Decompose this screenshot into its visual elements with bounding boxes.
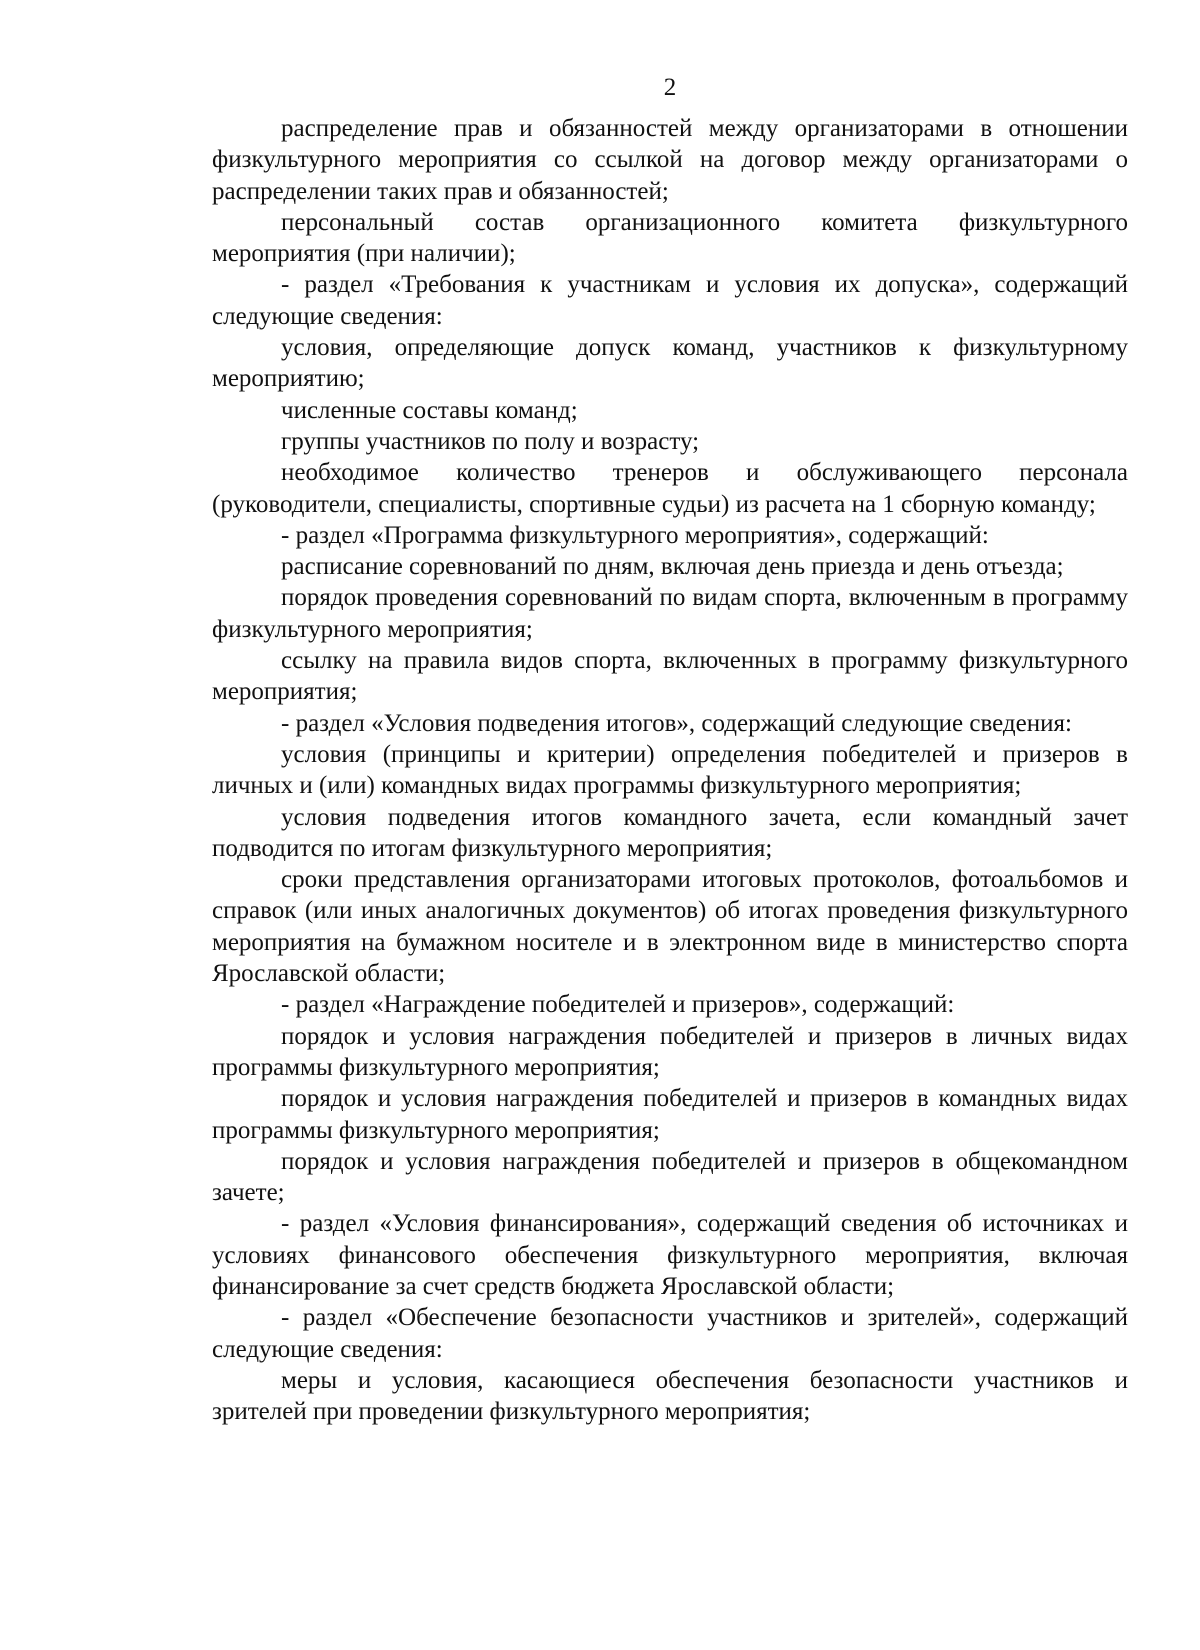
paragraph-coaches-staff: необходимое количество тренеров и обслуживающего персонала (руководители, специалисты, спортивные судьи) из расчета на 1 сборную команду; — [212, 459, 1128, 518]
paragraph-organizers-rights: распределение прав и обязанностей между организаторами в отношении физкультурного мероприятия со ссылкой на договор между организаторами о распределении таких прав и обязанностей; — [212, 115, 1128, 205]
paragraph-reporting-deadlines: сроки представления организаторами итоговых протоколов, фотоальбомов и справок (или иных аналогичных документов) об итогах проведения физкультурного мероприятия на бумажном носителе и в электронном виде в министерство спорта Ярославской области; — [212, 866, 1128, 988]
paragraph-rules-reference: ссылку на правила видов спорта, включенных в программу физкультурного мероприятия; — [212, 647, 1128, 706]
paragraph-participant-groups: группы участников по полу и возрасту; — [281, 427, 700, 455]
paragraph-section-program: - раздел «Программа физкультурного мероприятия», содержащий: — [281, 521, 989, 549]
page-number: 2 — [663, 74, 677, 101]
paragraph-section-safety: - раздел «Обеспечение безопасности участников и зрителей», содержащий следующие сведения: — [212, 1304, 1128, 1363]
document-body — [212, 113, 1128, 1427]
paragraph-section-results: - раздел «Условия подведения итогов», содержащий следующие сведения: — [281, 709, 1072, 737]
paragraph-safety-measures: меры и условия, касающиеся обеспечения безопасности участников и зрителей при проведении физкультурного мероприятия; — [212, 1366, 1128, 1426]
paragraph-section-participant-requirements: - раздел «Требования к участникам и условия их допуска», содержащий следующие сведения: — [212, 271, 1128, 330]
paragraph-competition-procedure: порядок проведения соревнований по видам спорта, включенным в программу физкультурного мероприятия; — [212, 584, 1128, 643]
paragraph-section-awards: - раздел «Награждение победителей и призеров», содержащий: — [281, 991, 955, 1019]
paragraph-awards-team: порядок и условия награждения победителей и призеров в командных видах программы физкультурного мероприятия; — [212, 1085, 1128, 1144]
paragraph-org-committee: персональный состав организационного комитета физкультурного мероприятия (при наличии); — [212, 208, 1128, 268]
paragraph-awards-overall: порядок и условия награждения победителей и призеров в общекомандном зачете; — [212, 1147, 1128, 1207]
paragraph-team-standings: условия подведения итогов командного зачета, если командный зачет подводится по итогам физкультурного мероприятия; — [212, 803, 1128, 862]
paragraph-winner-criteria: условия (принципы и критерии) определения победителей и призеров в личных и (или) командных видах программы физкультурного мероприятия; — [212, 740, 1128, 800]
paragraph-schedule: расписание соревнований по дням, включая день приезда и день отъезда; — [281, 553, 1064, 581]
paragraph-admission-conditions: условия, определяющие допуск команд, участников к физкультурному мероприятию; — [212, 334, 1128, 393]
paragraph-awards-individual: порядок и условия награждения победителей и призеров в личных видах программы физкультурного мероприятия; — [212, 1022, 1128, 1081]
paragraph-team-size: численные составы команд; — [281, 396, 578, 424]
paragraph-section-financing: - раздел «Условия финансирования», содержащий сведения об источниках и условиях финансового обеспечения физкультурного мероприятия, включая финансирование за счет средств бюджета Ярославской области; — [212, 1210, 1128, 1300]
